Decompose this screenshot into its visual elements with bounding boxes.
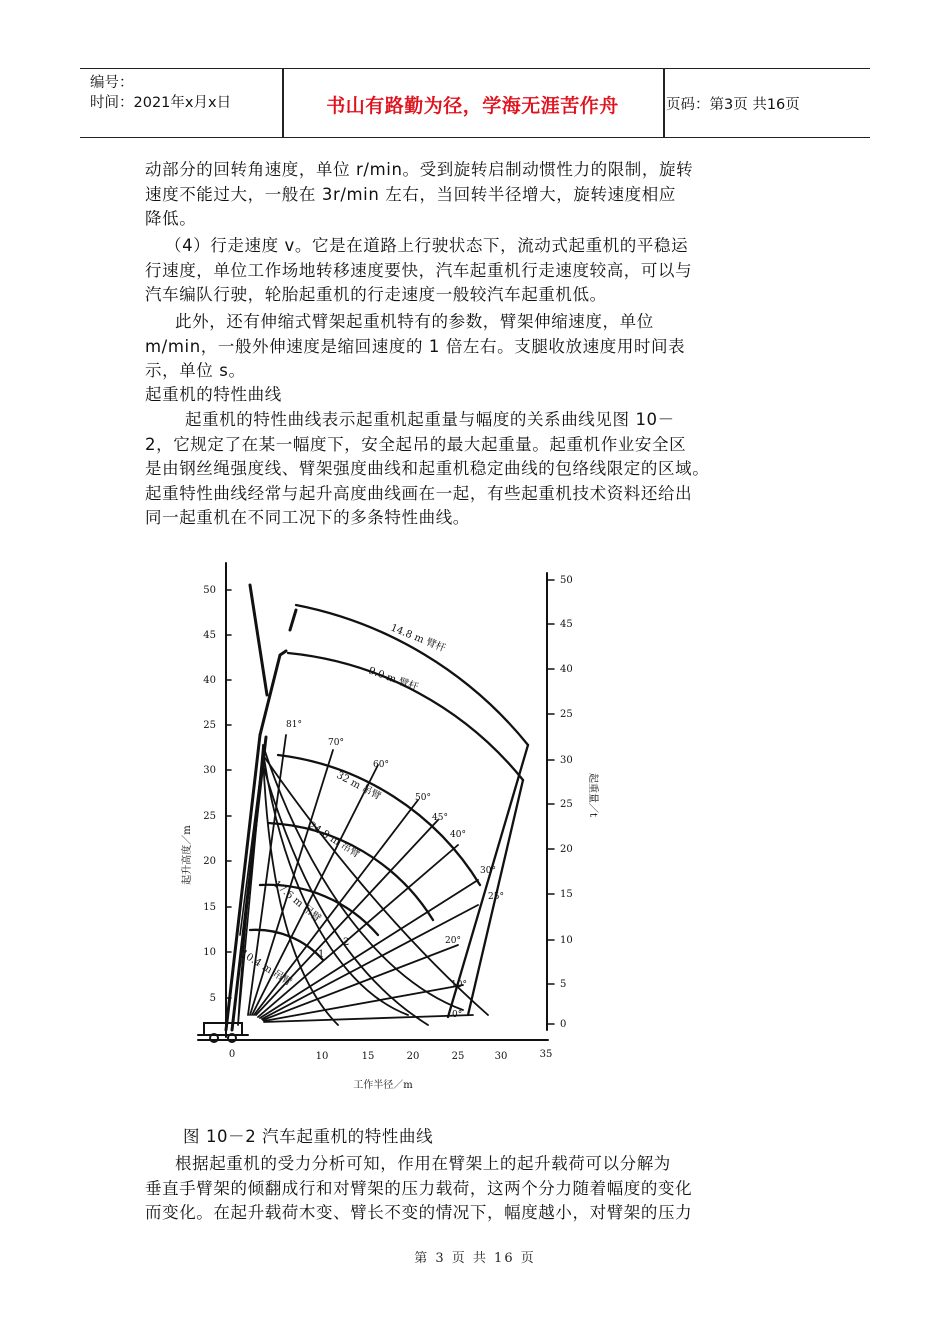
y-right-axis-label: 起重量／t bbox=[587, 772, 598, 818]
x-tick: 10 bbox=[315, 1051, 329, 1062]
y-right-tick: 40 bbox=[560, 664, 573, 675]
angle-label: 20° bbox=[445, 936, 461, 946]
y-right-tick: 5 bbox=[560, 979, 567, 990]
text-line: 汽车编队行驶，轮胎起重机的行走速度一般较汽车起重机低。 bbox=[145, 285, 607, 304]
x-axis-label: 工作半径／m bbox=[353, 1080, 413, 1091]
y-left-tick: 20 bbox=[203, 856, 216, 867]
x-tick: 25 bbox=[451, 1051, 465, 1062]
page-footer: 第 3 页 共 16 页 bbox=[414, 1251, 536, 1266]
y-left-tick: 30 bbox=[203, 765, 216, 776]
paragraph-characteristic-curve bbox=[145, 408, 825, 531]
page-header bbox=[80, 68, 870, 138]
section-heading bbox=[145, 383, 825, 408]
y-right-tick: 15 bbox=[560, 889, 573, 900]
y-left-tick: 40 bbox=[203, 675, 216, 686]
text-line: 起重机的特性曲线表示起重机起重量与幅度的关系曲线见图 10－ bbox=[185, 410, 675, 429]
paragraph-force-analysis bbox=[145, 1152, 825, 1226]
header-meta bbox=[90, 73, 231, 113]
text-line: 动部分的回转角速度，单位 r/min。受到旋转启制动惯性力的限制，旋转 bbox=[145, 160, 694, 179]
angle-label: 30° bbox=[480, 866, 496, 876]
angle-label: 0° bbox=[452, 1010, 463, 1020]
text-line: 2，它规定了在某一幅度下，安全起吊的最大起重量。起重机作业安全区 bbox=[145, 434, 687, 454]
y-left-axis-label: 起升高度／m bbox=[182, 825, 193, 885]
header-divider bbox=[282, 69, 284, 137]
y-left-tick: 15 bbox=[203, 902, 216, 913]
text-line: 行速度，单位工作场地转移速度要快，汽车起重机行走速度较高，可以与 bbox=[145, 260, 693, 280]
text-line: 根据起重机的受力分析可知，作用在臂架上的起升载荷可以分解为 bbox=[175, 1154, 671, 1173]
boom-label: 32 m 吊臂 bbox=[334, 769, 383, 803]
header-divider bbox=[663, 69, 665, 137]
y-right-tick: 30 bbox=[560, 755, 573, 766]
angle-label: 40° bbox=[450, 830, 466, 840]
header-motto: 书山有路勤为径，学海无涯苦作舟 bbox=[326, 95, 619, 117]
y-right-tick: 0 bbox=[560, 1019, 567, 1030]
boom-label: 9.0 m 臂杆 bbox=[366, 665, 420, 694]
y-left-tick: 5 bbox=[209, 993, 216, 1004]
x-tick: 0 bbox=[228, 1049, 236, 1060]
boom-label: 14.8 m 臂杆 bbox=[388, 622, 447, 655]
y-right-tick: 50 bbox=[560, 575, 573, 586]
text-line: 同一起重机在不同工况下的多条特性曲线。 bbox=[145, 508, 470, 527]
header-page-number: 页码：第3页 共16页 bbox=[666, 97, 800, 113]
paragraph-rotation-speed bbox=[145, 158, 825, 232]
angle-label: 70° bbox=[328, 738, 344, 748]
angle-label: 50° bbox=[415, 793, 431, 803]
figure-caption: 图 10－2 汽车起重机的特性曲线 bbox=[183, 1127, 434, 1146]
boom-label: 10.4 m 吊臂 bbox=[238, 948, 294, 989]
heading-text: 起重机的特性曲线 bbox=[145, 385, 282, 404]
angle-label: 25° bbox=[488, 892, 504, 902]
y-left-tick: 25 bbox=[203, 720, 216, 731]
y-right-tick: 20 bbox=[560, 844, 573, 855]
y-left-tick: 45 bbox=[203, 630, 216, 641]
text-line: 而变化。在起升载荷木变、臂长不变的情况下，幅度越小，对臂架的压力 bbox=[145, 1203, 693, 1222]
x-tick: 35 bbox=[539, 1049, 553, 1060]
text-line: 起重特性曲线经常与起升高度曲线画在一起，有些起重机技术资料还给出 bbox=[145, 483, 693, 503]
angle-label: 45° bbox=[432, 813, 448, 823]
angle-label: 10° bbox=[451, 980, 467, 990]
y-left-tick: 50 bbox=[203, 585, 216, 596]
x-tick: 15 bbox=[361, 1051, 375, 1062]
boom-label: 17.6 m 吊臂 bbox=[271, 878, 323, 925]
text-line: 是由钢丝绳强度线、臂架强度曲线和起重机稳定曲线的包络线限定的区域。 bbox=[145, 459, 710, 478]
curve-label: 1 bbox=[318, 949, 325, 960]
x-tick: 20 bbox=[406, 1051, 420, 1062]
text-line: 速度不能过大，一般在 3r/min 左右，当回转半径增大，旋转速度相应 bbox=[145, 184, 676, 204]
text-line: m/min，一般外伸速度是缩回速度的 1 倍左右。支腿收放速度用时间表 bbox=[145, 336, 686, 356]
y-right-tick: 25 bbox=[560, 709, 573, 720]
text-line: 垂直手臂架的倾翻成行和对臂架的压力载荷，这两个分力随着幅度的变化 bbox=[145, 1178, 693, 1198]
text-line: （4）行走速度 v。它是在道路上行驶状态下，流动式起重机的平稳运 bbox=[165, 236, 689, 255]
paragraph-telescoping bbox=[145, 310, 825, 384]
y-right-tick: 25 bbox=[560, 799, 573, 810]
curve-label: 2 bbox=[343, 937, 350, 948]
crane-figure-svg bbox=[168, 555, 628, 1100]
text-line: 降低。 bbox=[145, 209, 197, 228]
angle-label: 81° bbox=[286, 720, 302, 730]
y-right-tick: 45 bbox=[560, 619, 573, 630]
y-right-tick: 10 bbox=[560, 935, 573, 946]
paragraph-travel-speed bbox=[145, 234, 825, 308]
crane-characteristic-figure bbox=[168, 555, 628, 1100]
doc-number-label: 编号： bbox=[90, 75, 134, 91]
boom-label: 24.8 m 吊臂 bbox=[306, 820, 362, 861]
angle-label: 60° bbox=[373, 760, 389, 770]
x-tick: 30 bbox=[494, 1051, 508, 1062]
text-line: 此外，还有伸缩式臂架起重机特有的参数，臂架伸缩速度，单位 bbox=[175, 312, 654, 331]
doc-date-label: 时间：2021年x月x日 bbox=[90, 95, 232, 111]
y-left-tick: 25 bbox=[203, 811, 216, 822]
text-line: 示，单位 s。 bbox=[145, 361, 246, 380]
y-left-tick: 10 bbox=[203, 947, 216, 958]
